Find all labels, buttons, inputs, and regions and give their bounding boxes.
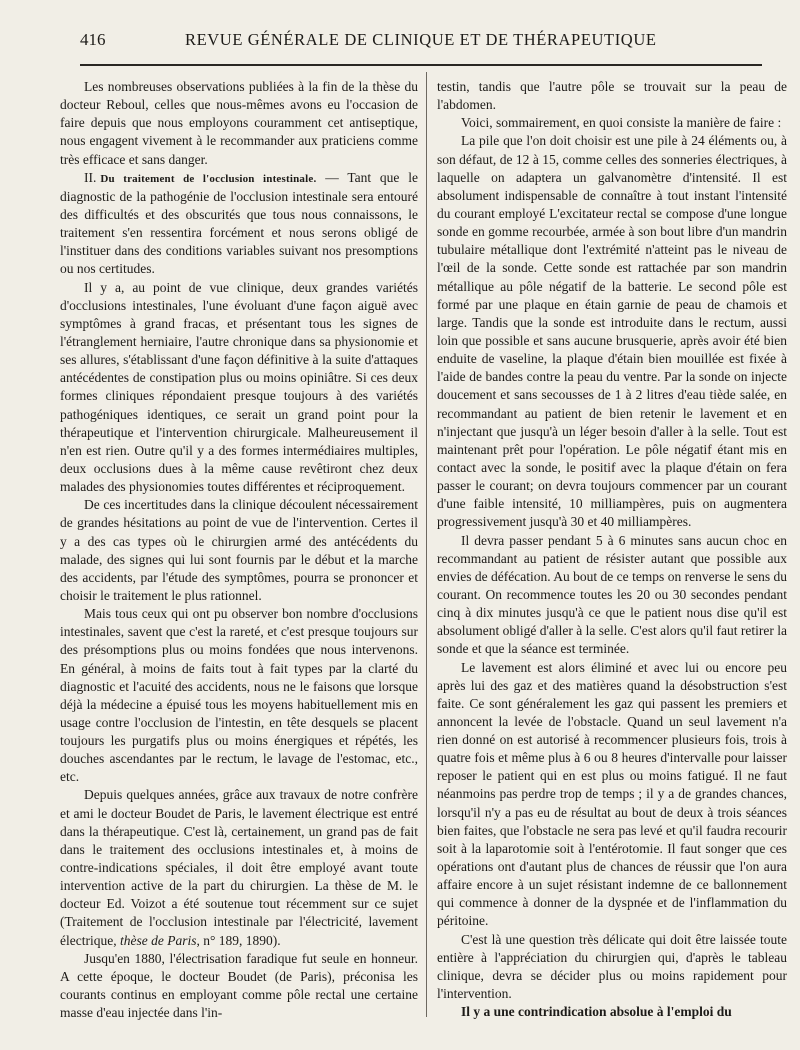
right-column bbox=[437, 78, 787, 1021]
paragraph: Jusqu'en 1880, l'électrisation faradique fut seule en honneur. A cette époque, le docteur Boudet (de Paris), préconisa les courants continus en employant comme pôle rectal une certaine masse d'eau injectée dans l'in- bbox=[60, 950, 418, 1021]
paragraph: Voici, sommairement, en quoi consiste la manière de faire : bbox=[461, 115, 782, 131]
section-paragraph bbox=[60, 169, 418, 279]
paragraph: Il devra passer pendant 5 à 6 minutes sans aucun choc en recommandant au patient de résister autant que possible aux envies de défécation. Au bout de ce temps on renverse le sens du courant. On recommence toutes les 20 ou 30 secondes pendant cinq à dix minutes jusqu'à ce que le patient nous dise qu'il est absolument obligé d'aller à la selle. C'est alors qu'il faut retirer la sonde et que la séance est terminée. bbox=[437, 532, 787, 657]
paragraph-text: — Tant que le diagnostic de la pathogénie de l'occlusion intestinale sera entouré des difficultés et des obscurités que tous nous connaissons, le traitement s'en ressentira forcément et nous serons obligé de l'instituer dans des conditions variables suivant nos presomptions ou nos certitudes. bbox=[60, 169, 418, 277]
paragraph: C'est là une question très délicate qui doit être laissée toute entière à l'appréciation du chirurgien qui, d'après le tableau clinique, devra se décider plus ou moins rapidement pour l'intervention. bbox=[437, 931, 787, 1002]
citation-italic: thèse de Paris bbox=[119, 932, 197, 948]
paragraph: Il y a, au point de vue clinique, deux grandes variétés d'occlusions intestinales, l'une évoluant d'une façon aiguë avec symptômes à grand fracas, et présentant tous les signes de l'étranglement herniaire, l'autre chronique dans sa physionomie et ses allures, s'établissant d'une façon définitive à la suite d'attaques antécédentes de constipation plus ou moins opiniâtre. Si ces deux formes cliniques répondaient presque toujours à des variétés pathogéniques identiques, ce serait un grand point pour la thérapeutique et l'intervention chirurgicale. Malheureusement il n'en est rien. Outre qu'il y a des formes intermédiaires multiples, deux occlusions dues à la même cause revêtiront chez deux malades des physionomies toutes différentes et réciproquement. bbox=[60, 279, 418, 495]
paragraph: Les nombreuses observations publiées à la fin de la thèse du docteur Reboul, celles que nous-mêmes avons eu l'occasion de faire depuis que nous employons couramment cet antiseptique, nous engagent vivement à le recommander aux praticiens comme très efficace et sans danger. bbox=[60, 79, 418, 167]
paragraph: De ces incertitudes dans la clinique découlent nécessairement de grandes hésitations au point de vue de l'intervention. Certes il y a des cas types où le chirurgien armé des antécédents du malade, des signes qui lui sont fournis par le début et la marche des accidents, par l'étude des symptômes, pourra se prononcer et choisir le traitement le plus rationnel. bbox=[60, 497, 418, 603]
paragraph-bold: Il y a une contrindication absolue à l'emploi du bbox=[461, 1004, 732, 1020]
paragraph bbox=[60, 786, 418, 949]
paragraph: La pile que l'on doit choisir est une pile à 24 éléments ou, à son défaut, de 12 à 15, comme celles des sonneries électriques, à laquelle on adaptera un galvanomètre d'intensité. Il est absolument indispensable de connaître à tout instant l'intensité du courant employé L'excitateur rectal se compose d'une longue sonde en gomme recourbée, armée à son bout libre d'un mandrin tubulaire métallique dont l'extrémité n'atteint pas le niveau de l'œil de la sonde. Cette sonde est rattachée par son mandrin métallique au pôle négatif de la batterie. Le second pôle est formé par une plaque en étain garnie de peau de chamois et large. Tandis que la sonde est introduite dans le rectum, aussi loin que possible et sans aucune brusquerie, après avoir été bien enduite de vaseline, la plaque d'étain bien mouillée est fixée à l'aide de bandes contre la peau du ventre. Par la sonde on injecte doucement et sans secousses de 1 à 2 litres d'eau tiède salée, en recommandant au patient de bien retenir le lavement et en n'injectant que jusqu'à un léger besoin d'aller à la selle. Tout est maintenant prêt pour l'opération. Le pôle négatif étant mis en contact avec la sonde, le positif avec la plaque d'étain on fera passer le courant; on devra toujours commencer par un courant d'une faible intensité, 10 milliampères, puis on augmentera progressivement jusqu'à 30 et 40 milliampères. bbox=[437, 133, 787, 530]
paragraph-continued: testin, tandis que l'autre pôle se trouvait sur la peau de l'abdomen. bbox=[437, 79, 787, 113]
header-rule bbox=[80, 64, 762, 66]
section-number: II. bbox=[84, 169, 97, 185]
left-column bbox=[60, 78, 418, 1022]
paragraph: Mais tous ceux qui ont pu observer bon nombre d'occlusions intestinales, savent que c'est la rareté, et c'est presque toujours sur des présomptions plus ou moins fondées que nous intervenons. En général, à moins de faits tout à fait types par la clarté du diagnostic et l'acuité des accidents, nous ne le faisons que lorsque déjà la médecine a épuisé tous les moyens habituellement mis en usage contre l'occlusion de l'intestin, en tête desquels se placent toujours les purgatifs plus ou moins énergiques et répétés, les douches ascendantes par le rectum, le lavage de l'estomac, etc., etc. bbox=[60, 606, 418, 785]
paragraph-text: Depuis quelques années, grâce aux travaux de notre confrère et ami le docteur Boudet de Paris, le lavement électrique est entré dans la thérapeutique. C'est là, certainement, un grand pas de fait dans le traitement des occlusions intestinales et, à moins de contre-indications spéciales, il doit être employé avant toute intervention active de la part du chirurgien. La thèse de M. le docteur Ed. Voizot a été soutenue tout récemment sur ce sujet (Traitement de l'occlusion intestinale par l'électricité, lavement électrique, bbox=[60, 787, 418, 948]
page-header bbox=[80, 30, 762, 56]
column-divider bbox=[426, 72, 427, 1017]
section-heading: Du traitement de l'occlusion intestinale. bbox=[100, 172, 317, 185]
page-number: 416 bbox=[80, 30, 106, 49]
paragraph: Le lavement est alors éliminé et avec lui ou encore peu après lui des gaz et des matières quand la désobstruction s'est faite. Ce sont généralement les gaz qui passent les premiers et annoncent la levée de l'obstacle. Quand un seul lavement n'a rien donné on est autorisé à recommencer plusieurs fois, trois à quatre fois et même plus à 6 ou 8 heures d'intervalle pour laisser reposer le patient qui en est plus ou moins fatigué. Il ne faut néanmoins pas perdre trop de temps ; il y a de grandes chances, lorsqu'il n'y a pas eu de résultat au bout de deux à trois séances bien faites, que l'obstacle ne sera pas levé et qu'il faudra recourir soit à la laparotomie soit à l'entérotomie. Il faut songer que ces opérations ont d'autant plus de chances de réussir que l'on aura affaire encore à un sujet résistant indemne de ce ballonnement qui commence à donner de la dyspnée et de l'inflammation du péritoine. bbox=[437, 659, 787, 929]
running-title: REVUE GÉNÉRALE DE CLINIQUE ET DE THÉRAPEUTIQUE bbox=[185, 30, 657, 49]
paragraph-text: , n° 189, 1890). bbox=[196, 932, 281, 948]
